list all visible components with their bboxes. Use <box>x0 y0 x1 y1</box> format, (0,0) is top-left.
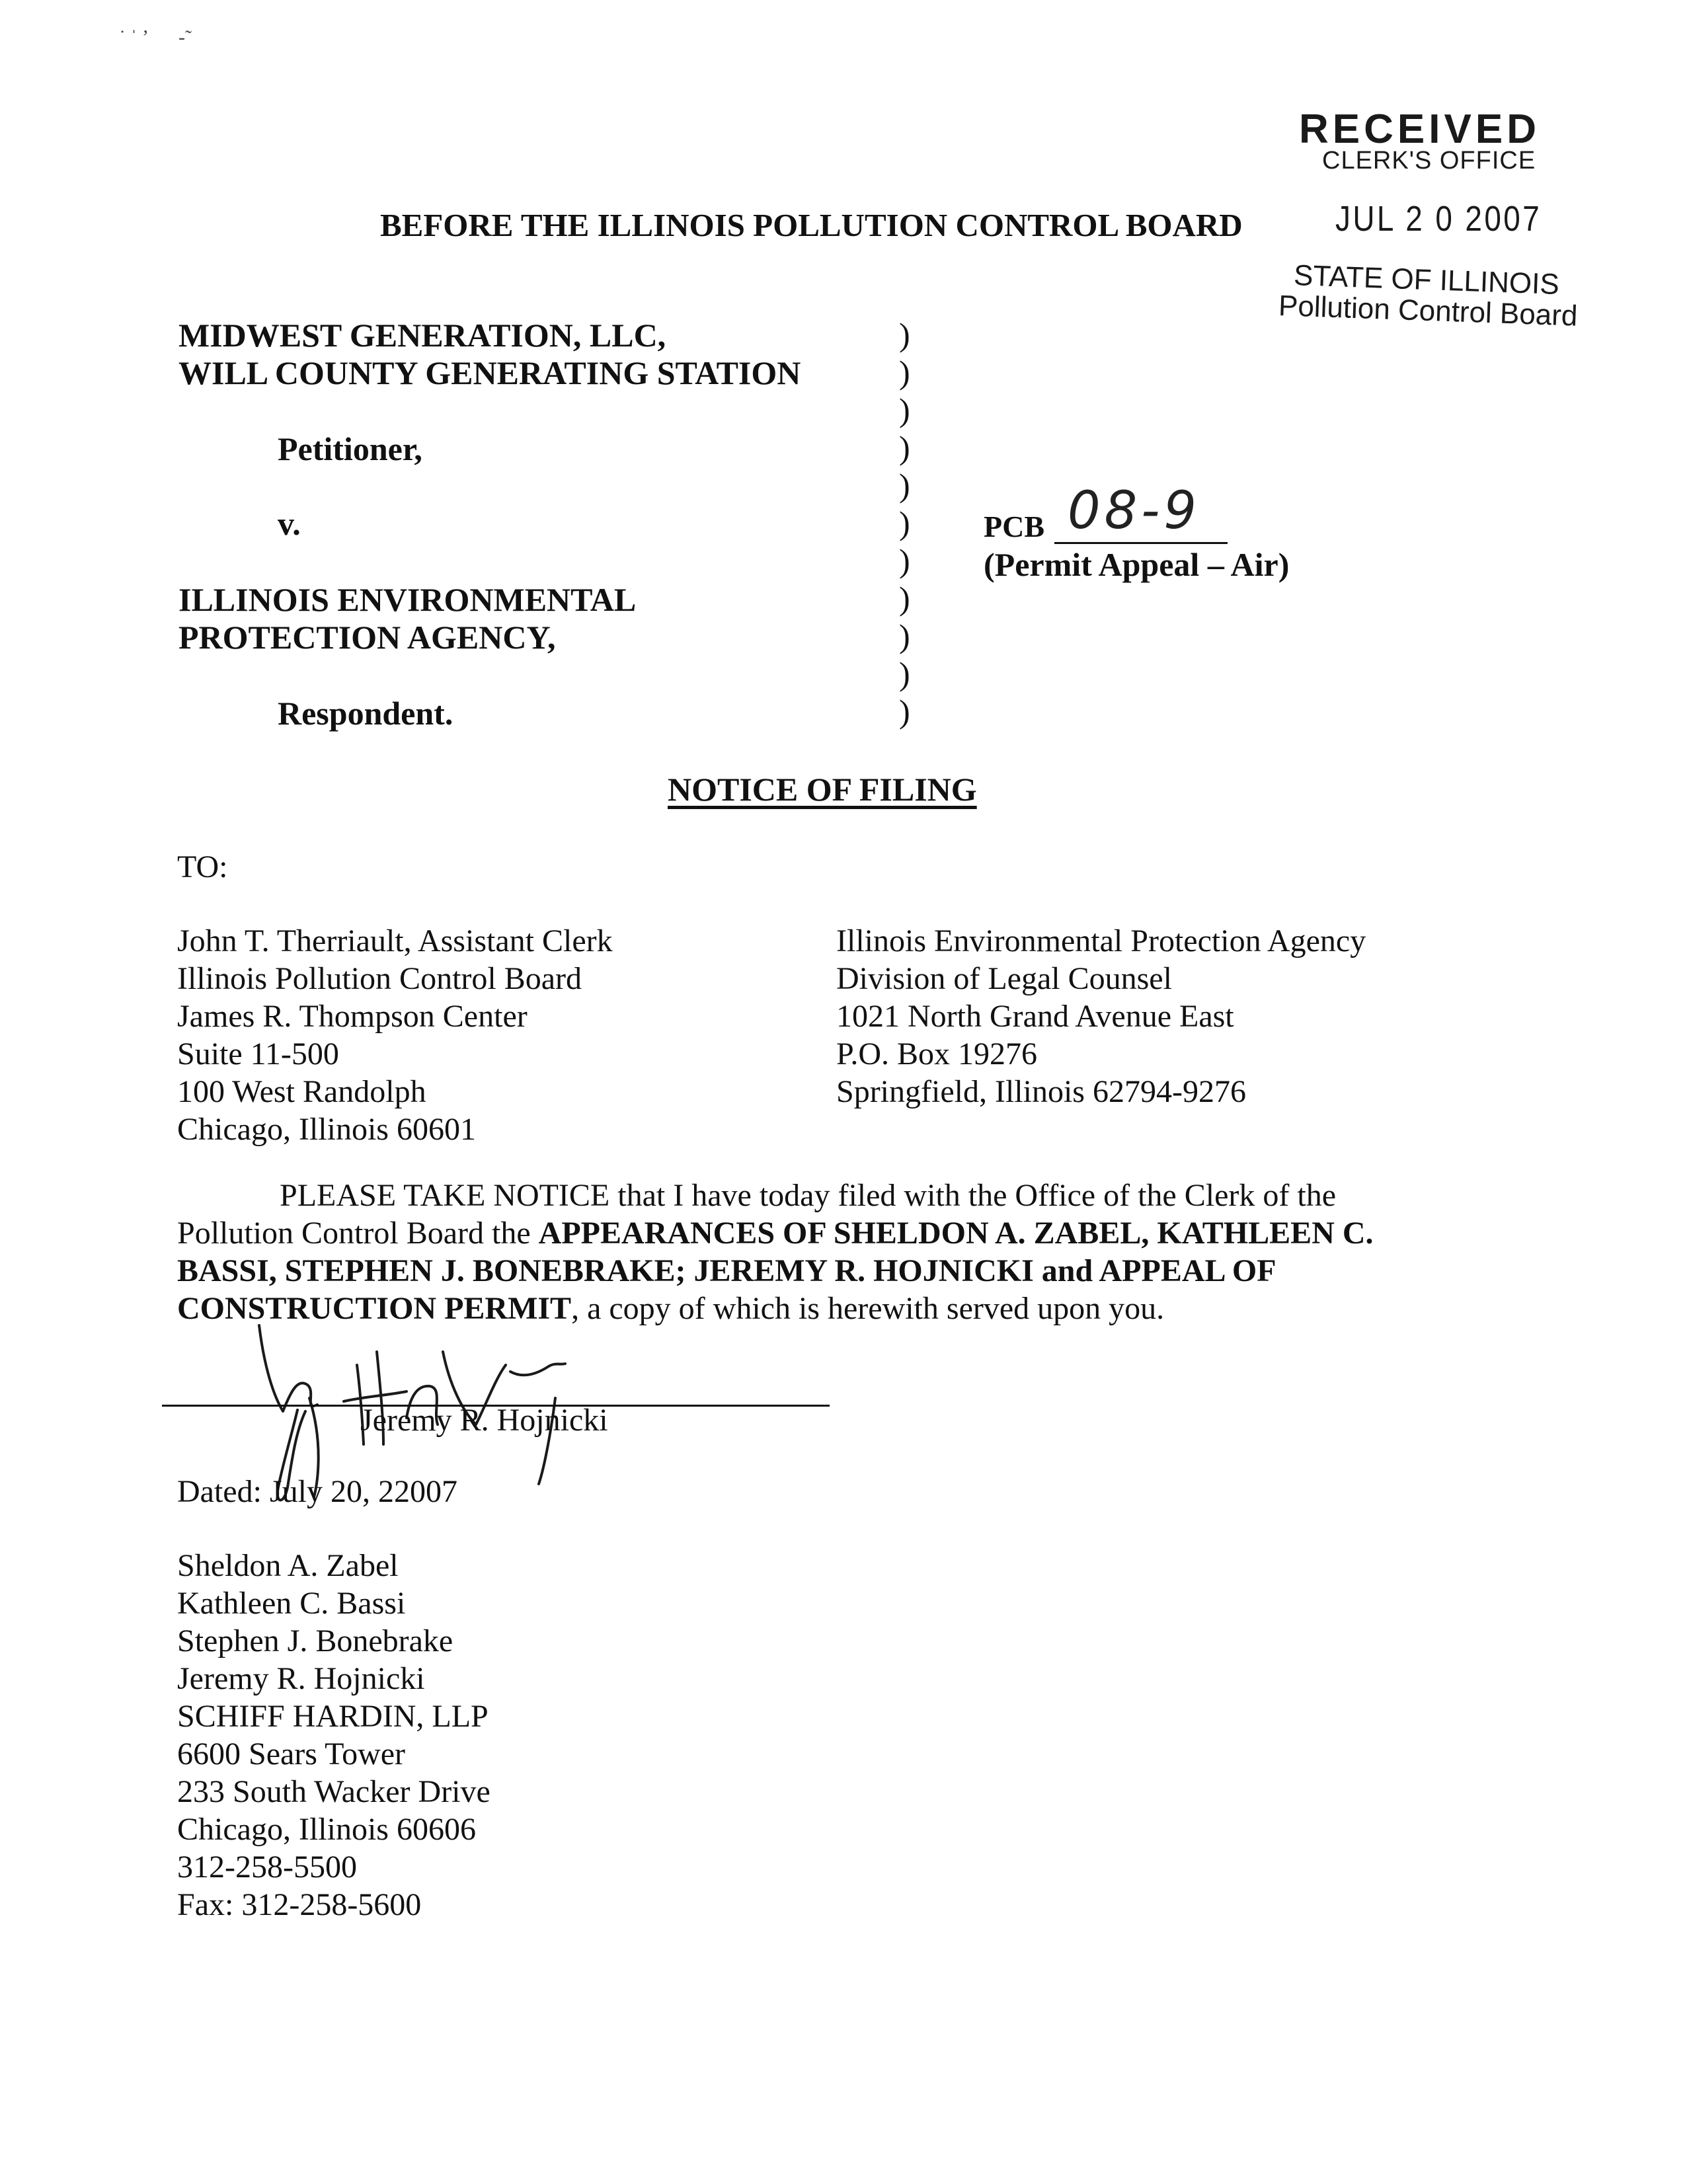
scan-artifact: ˙ ˈ ʼ -˜ <box>119 26 192 48</box>
address-line: John T. Therriault, Assistant Clerk <box>177 923 613 958</box>
caption-bracket: ) <box>899 617 910 654</box>
counsel-line: SCHIFF HARDIN, LLP <box>177 1699 489 1734</box>
counsel-signature-block <box>177 1547 490 1924</box>
notice-title: NOTICE OF FILING <box>668 771 977 808</box>
received-stamp-title: RECEIVED <box>1299 106 1540 152</box>
address-line: Chicago, Illinois 60601 <box>177 1112 476 1147</box>
petitioner-role: Petitioner, <box>278 430 422 467</box>
address-line: Springfield, Illinois 62794-9276 <box>836 1074 1246 1109</box>
notice-body-line1: PLEASE TAKE NOTICE that I have today filed with the Office of the Clerk of the <box>280 1178 1336 1213</box>
caption-bracket: ) <box>899 693 910 730</box>
caption-bracket: ) <box>899 429 910 466</box>
address-line: P.O. Box 19276 <box>836 1036 1038 1072</box>
respondent-role: Respondent. <box>278 695 453 732</box>
document-heading: BEFORE THE ILLINOIS POLLUTION CONTROL BOARD <box>380 207 1243 243</box>
caption-bracket: ) <box>899 354 910 391</box>
counsel-line: 6600 Sears Tower <box>177 1736 406 1772</box>
petitioner-name-line1: MIDWEST GENERATION, LLC, <box>178 317 666 354</box>
received-stamp-date: JUL 2 0 2007 <box>1335 199 1542 239</box>
caption-bracket: ) <box>899 580 910 617</box>
notice-body-line2 <box>177 1214 1374 1252</box>
address-line: Division of Legal Counsel <box>836 961 1172 996</box>
received-stamp-state: STATE OF ILLINOIS <box>1293 259 1560 301</box>
case-type: (Permit Appeal – Air) <box>984 546 1290 583</box>
address-line: Suite 11-500 <box>177 1036 339 1072</box>
caption-bracket: ) <box>899 542 910 579</box>
dated-line: Dated: July 20, 22007 <box>177 1474 457 1509</box>
versus-label: v. <box>278 505 301 542</box>
caption-bracket: ) <box>899 467 910 504</box>
notice-body-text: Pollution Control Board the <box>177 1216 539 1251</box>
caption-bracket: ) <box>899 504 910 541</box>
signer-name: Jeremy R. Hojnicki <box>360 1403 608 1438</box>
counsel-line: 312-258-5500 <box>177 1850 357 1885</box>
caption-bracket: ) <box>899 655 910 692</box>
to-label: TO: <box>177 849 228 884</box>
notice-body-line3: BASSI, STEPHEN J. BONEBRAKE; JEREMY R. HOJNICKI and APPEAL OF <box>177 1253 1276 1288</box>
address-line: 1021 North Grand Avenue East <box>836 999 1234 1034</box>
caption-bracket: ) <box>899 391 910 428</box>
case-prefix: PCB <box>984 510 1044 543</box>
counsel-line: Fax: 312-258-5600 <box>177 1887 422 1922</box>
recipient-iepa-address <box>836 922 1366 1111</box>
caption-bracket: ) <box>899 316 910 353</box>
address-line: Illinois Pollution Control Board <box>177 961 582 996</box>
address-line: Illinois Environmental Protection Agency <box>836 923 1366 958</box>
respondent-name-line1: ILLINOIS ENVIRONMENTAL <box>178 581 637 618</box>
received-stamp-office: CLERK'S OFFICE <box>1322 147 1536 175</box>
case-number-underline <box>1054 542 1228 544</box>
petitioner-name-line2: WILL COUNTY GENERATING STATION <box>178 354 801 391</box>
recipient-clerk-address <box>177 922 613 1148</box>
case-number-handwritten: 08-9 <box>1068 481 1201 541</box>
counsel-line: Kathleen C. Bassi <box>177 1586 406 1621</box>
counsel-line: 233 South Wacker Drive <box>177 1774 490 1809</box>
address-line: James R. Thompson Center <box>177 999 528 1034</box>
notice-body-documents: CONSTRUCTION PERMIT <box>177 1291 572 1326</box>
address-line: 100 West Randolph <box>177 1074 426 1109</box>
counsel-line: Jeremy R. Hojnicki <box>177 1661 425 1696</box>
caption-bracket-column <box>899 316 910 730</box>
notice-body-text: , a copy of which is herewith served upon you. <box>571 1291 1165 1326</box>
respondent-name-line2: PROTECTION AGENCY, <box>178 619 556 656</box>
counsel-line: Chicago, Illinois 60606 <box>177 1812 476 1847</box>
counsel-line: Stephen J. Bonebrake <box>177 1623 453 1658</box>
received-stamp-board: Pollution Control Board <box>1278 290 1579 332</box>
notice-body-documents: APPEARANCES OF SHELDON A. ZABEL, KATHLEEN C. <box>538 1216 1374 1251</box>
counsel-line: Sheldon A. Zabel <box>177 1548 399 1583</box>
